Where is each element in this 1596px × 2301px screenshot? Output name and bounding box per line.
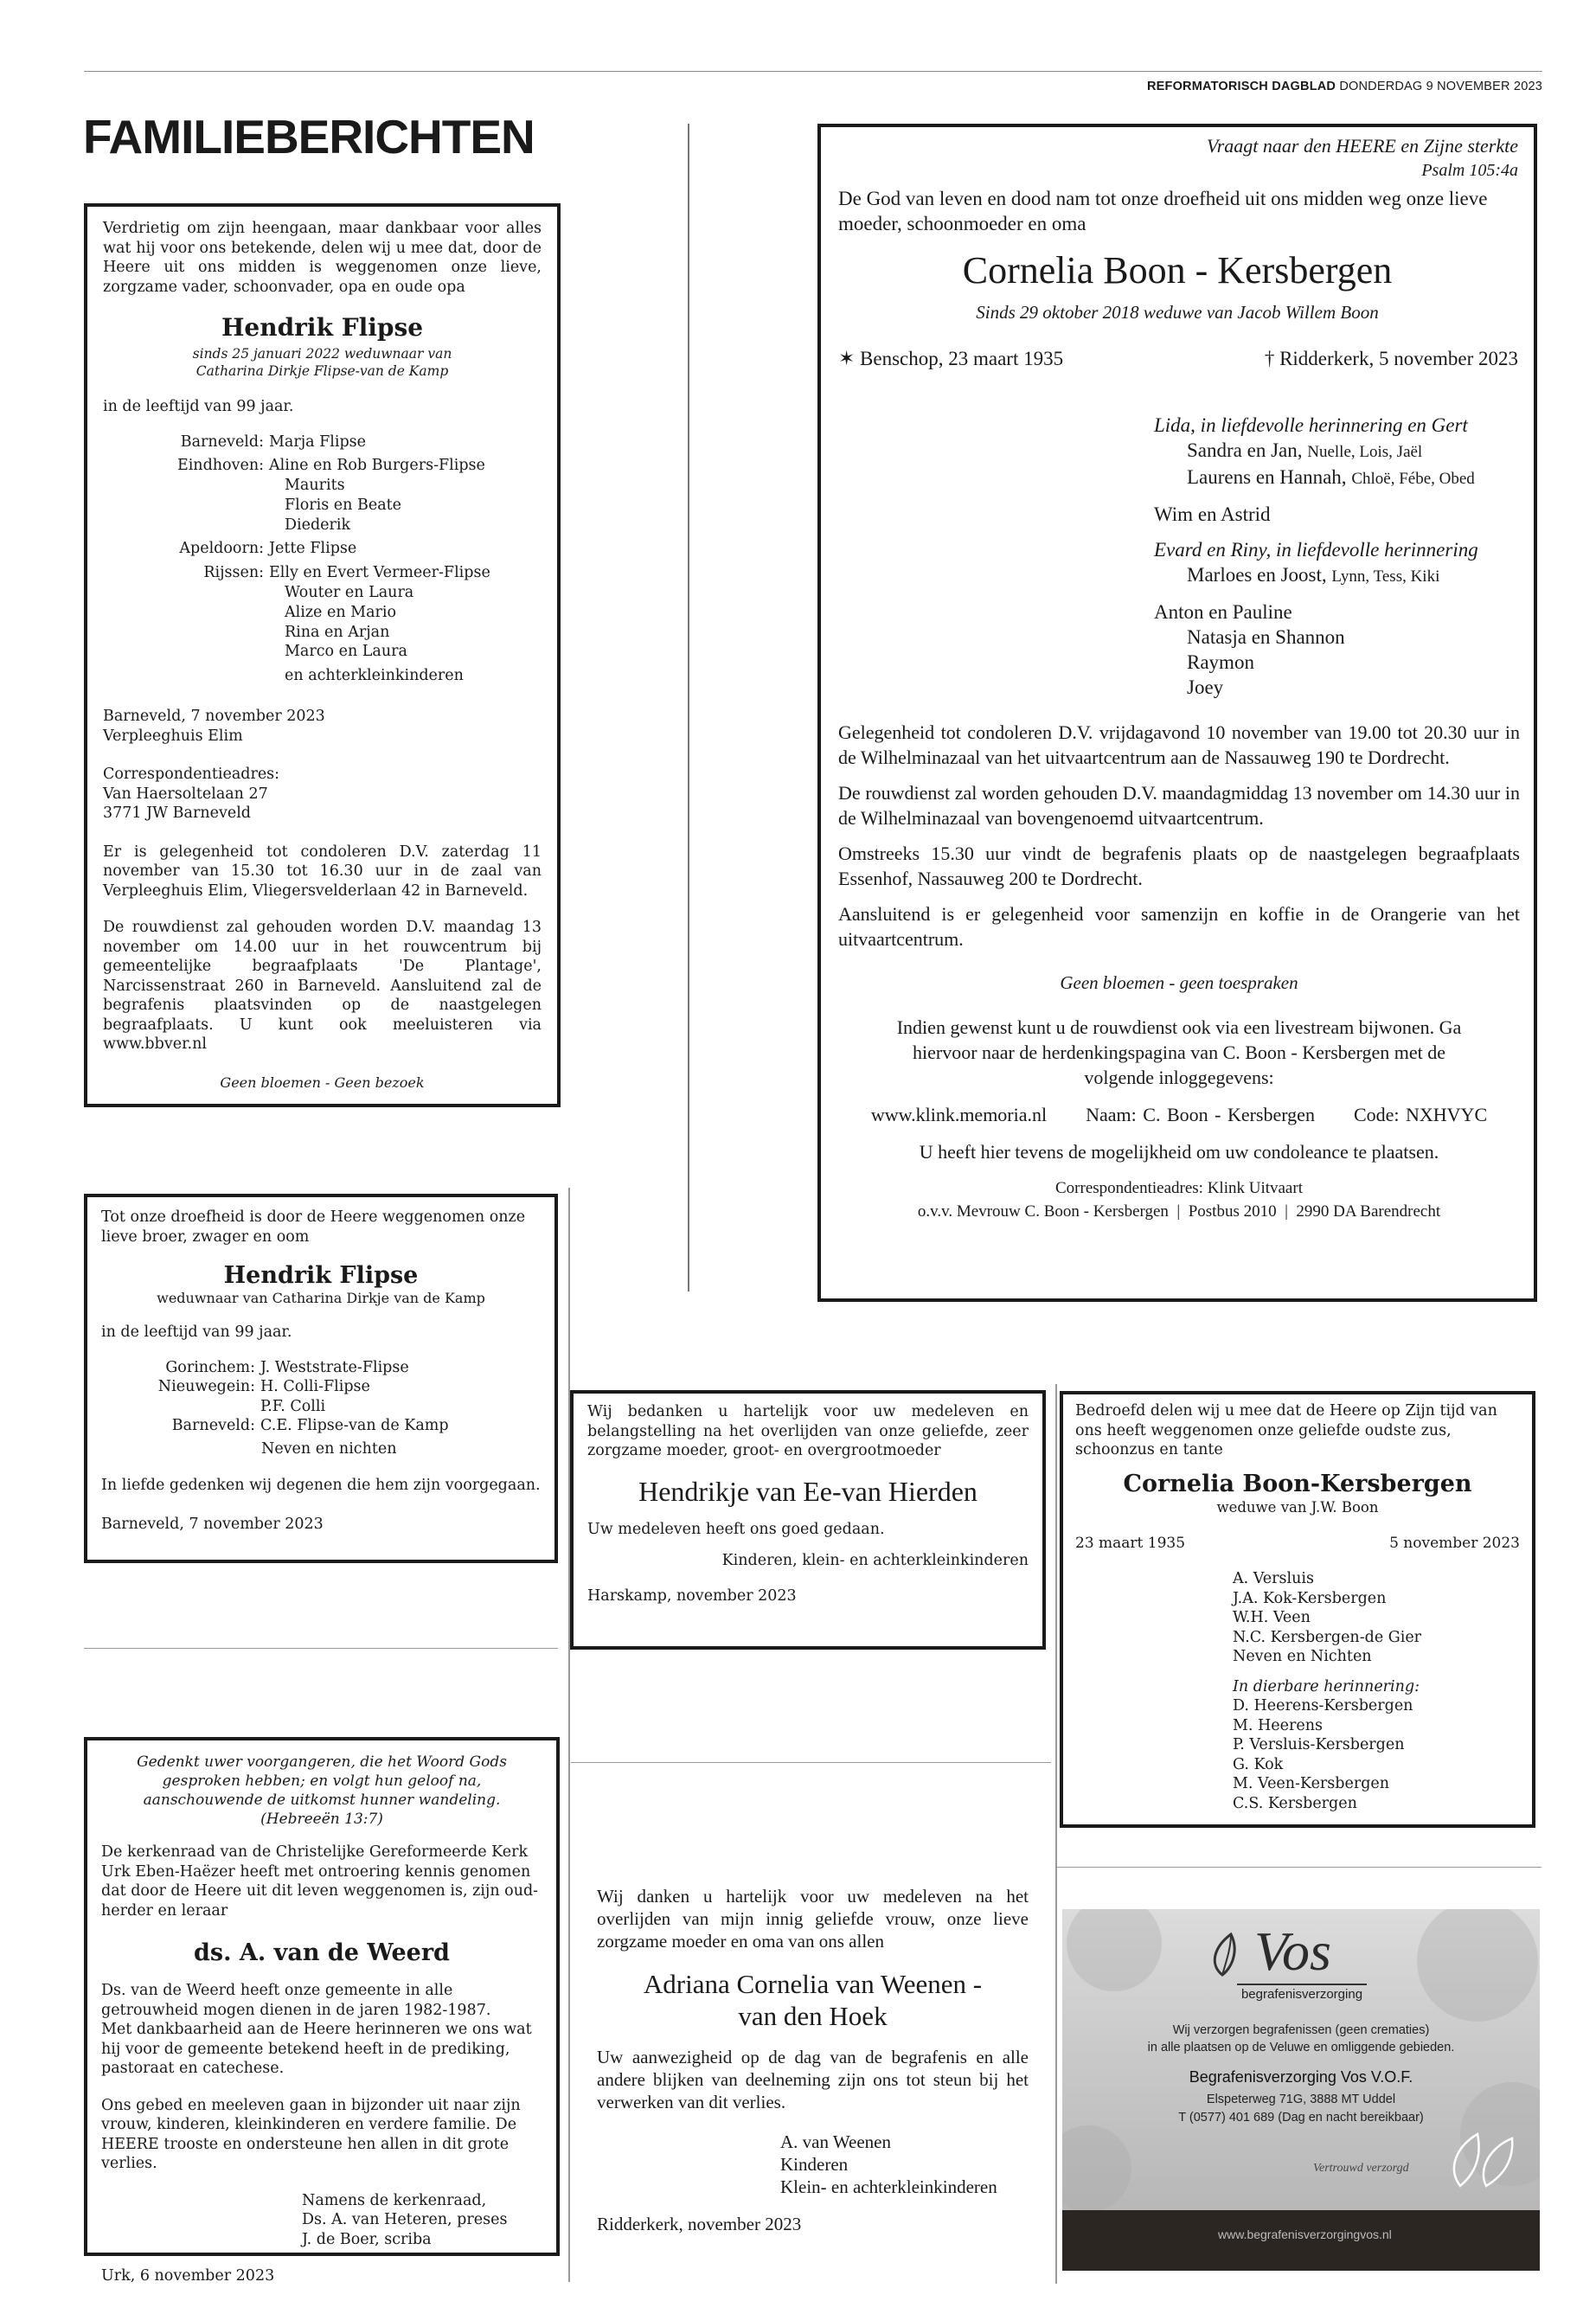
bible-verse	[1207, 134, 1518, 183]
family-list	[103, 433, 542, 687]
family-name: J. Weststrate-Flipse	[260, 1358, 409, 1376]
family-name: Sandra en Jan,	[1187, 439, 1303, 461]
widower-line: sinds 25 januari 2022 weduwnaar van	[192, 346, 452, 362]
ad-intro: Wij bedanken u hartelijk voor uw medeleven en belangstelling na het overlijden van onze geliefde, zeer zorgzame moeder, groot- en overgrootmoeder	[587, 1403, 1029, 1459]
family-name: Evard en Riny, in liefdevolle herinnering	[1154, 539, 1478, 561]
family-name: Elly en Evert Vermeer-Flipse	[269, 564, 490, 582]
paragraph: Gelegenheid tot condoleren D.V. vrijdagavond 10 november van 19.00 tot 20.30 uur in de Wilhelminazaal van het uitvaartcentrum aan de Nassauweg 190 te Dordrecht.	[838, 721, 1520, 768]
thanks-line: Uw medeleven heeft ons goed gedaan.	[587, 1520, 885, 1538]
livestream-info: Indien gewenst kunt u de rouwdienst ook via een livestream bijwonen. Ga hiervoor naar de herdenkingspagina van C. Boon - Kersbergen met de volgende inloggegevens:	[896, 1016, 1462, 1088]
family-line: Kinderen, klein- en achterkleinkinderen	[721, 1552, 1029, 1569]
family-list	[1154, 413, 1478, 700]
great-grandchildren: en achterkleinkinderen	[285, 667, 464, 685]
h-divider	[1057, 1867, 1542, 1868]
paragraph: Ds. van de Weerd heeft onze gemeente in alle getrouwheid mogen dienen in de jaren 1982-1987.	[101, 1982, 491, 2019]
widower-line: weduwnaar van Catharina Dirkje van de Kamp	[157, 1290, 485, 1306]
grandchildren: Chloë, Fébe, Obed	[1351, 470, 1475, 488]
family-name: Aline en Rob Burgers-Flipse	[269, 457, 485, 475]
family-name: C.E. Flipse-van de Kamp	[260, 1417, 449, 1434]
grandchildren: Lynn, Tess, Kiki	[1331, 567, 1440, 586]
signature-text: Vertrouwd verzorgd	[1313, 2162, 1409, 2175]
deceased-name: Cornelia Boon - Kersbergen	[962, 249, 1393, 292]
death-info: † Ridderkerk, 5 november 2023	[1264, 348, 1518, 369]
ad-van-weenen	[571, 1873, 1051, 2266]
ad-cornelia-boon-main	[817, 124, 1537, 1302]
ad-intro: De God van leven en dood nam tot onze droefheid uit ons midden weg onze lieve moeder, schoonmoeder en oma	[838, 188, 1488, 234]
widow-line: weduwe van J.W. Boon	[1216, 1498, 1379, 1516]
family-name: Neven en Nichten	[1233, 1648, 1372, 1665]
dates-row	[1075, 1535, 1520, 1552]
family-name: Joey	[1187, 676, 1224, 698]
ad-van-ee-van-hierden	[570, 1390, 1046, 1650]
place-label: Apeldoorn:	[179, 540, 264, 558]
deceased-name: Hendrik Flipse	[221, 313, 424, 342]
logo-subtitle: begrafenisverzorging	[1240, 1987, 1363, 2002]
remembrance: In liefde gedenken wij degenen die hem zijn voorgegaan.	[101, 1477, 541, 1494]
family-name: Diederik	[285, 516, 351, 534]
ad-cornelia-boon-siblings	[1060, 1391, 1535, 1828]
place-date: Harskamp, november 2023	[587, 1586, 797, 1605]
service-description	[1062, 2022, 1540, 2056]
death-date: 5 november 2023	[1389, 1535, 1520, 1552]
service-line: Wij verzorgen begrafenissen (geen crematies)	[1172, 2023, 1430, 2037]
family-list	[1075, 1569, 1520, 1813]
family-group	[1154, 413, 1478, 438]
ad-van-de-weerd	[84, 1737, 560, 2285]
place-date: Barneveld, 7 november 2023	[101, 1515, 324, 1533]
family-name: Wouter en Laura	[285, 584, 414, 602]
memory-name: M. Veen-Kersbergen	[1233, 1775, 1390, 1792]
place-label: Barneveld:	[180, 433, 264, 451]
issue-date: DONDERDAG 9 NOVEMBER 2023	[1339, 80, 1542, 93]
place-label: Nieuwegein:	[157, 1378, 255, 1395]
signature-line: Namens de kerkenraad,	[302, 2191, 487, 2209]
place-label: Eindhoven:	[176, 457, 264, 475]
family-name: Laurens en Hannah,	[1187, 466, 1347, 488]
ad-intro: Bedroefd delen wij u mee dat de Heere op Zijn tijd van ons heeft weggenomen onze geliefde oudste zus, schoonzus en tante	[1075, 1402, 1497, 1458]
family-name: Anton en Pauline	[1154, 601, 1292, 623]
memory-name: P. Versluis-Kersbergen	[1233, 1736, 1405, 1753]
memoria-link[interactable]: www.klink.memoria.nl	[870, 1104, 1048, 1125]
place-label: Rijssen:	[203, 564, 264, 582]
memory-label: In dierbare herinnering:	[1233, 1677, 1420, 1695]
arrangements	[838, 720, 1520, 1223]
family-name: Natasja en Shannon	[1187, 626, 1345, 648]
column-divider	[1055, 1384, 1057, 2284]
signature-line: Klein- en achterkleinkinderen	[780, 2176, 997, 2197]
family-name: Alize en Mario	[285, 603, 397, 621]
verse-reference: Psalm 105:4a	[1421, 161, 1518, 180]
service-info: De rouwdienst zal gehouden worden D.V. maandag 13 november om 14.00 uur in het rouwcentrum bij gemeentelijke begraafplaats 'De Plantage', Narcissenstraat 260 in Barneveld. Aansluitend zal de begrafenis plaatsvinden op de naastgelegen begraafplaats. U kunt ook meeluisteren via www.bbver.nl	[103, 919, 542, 1054]
family-sub	[1154, 438, 1478, 465]
correspondence-street: Van Haersoltelaan 27	[103, 785, 268, 803]
ad-intro: Tot onze droefheid is door de Heere weggenomen onze lieve broer, zwager en oom	[101, 1208, 526, 1246]
logo-text: Vos	[1254, 1920, 1331, 1982]
family-name: J.A. Kok-Kersbergen	[1233, 1589, 1387, 1607]
family-name: A. Versluis	[1233, 1570, 1314, 1587]
family-list	[101, 1358, 541, 1459]
family-name: W.H. Veen	[1233, 1609, 1311, 1626]
paragraph: Omstreeks 15.30 uur vindt de begrafenis plaats op de naastgelegen begraafplaats Essenhof, Nassauweg 200 te Dordrecht.	[838, 843, 1520, 889]
family-name: N.C. Kersbergen-de Gier	[1233, 1628, 1422, 1646]
memory-name: D. Heerens-Kersbergen	[1233, 1697, 1413, 1715]
paragraph: Met dankbaarheid aan de Heere herinneren we ons wat hij voor de gemeente betekend heeft in de prediking, pastoraat en catechese.	[101, 2021, 532, 2077]
family-name: Marco en Laura	[285, 643, 407, 661]
condolence-info: U heeft hier tevens de mogelijkheid om uw condoleance te plaatsen.	[919, 1141, 1439, 1163]
signature-block	[101, 2191, 542, 2250]
contact-info	[1062, 2091, 1540, 2127]
company-phone[interactable]: T (0577) 401 689 (Dag en nacht bereikbaar)	[1178, 2111, 1424, 2125]
signature-block	[597, 2131, 1029, 2198]
family-name: P.F. Colli	[260, 1397, 326, 1415]
family-name: Raymon	[1187, 651, 1254, 673]
age-line: in de leeftijd van 99 jaar.	[101, 1324, 292, 1341]
age-line: in de leeftijd van 99 jaar.	[103, 398, 294, 415]
service-line: in alle plaatsen op de Veluwe en omliggende gebieden.	[1147, 2041, 1455, 2054]
family-name: Floris en Beate	[285, 496, 402, 514]
family-name: Marja Flipse	[269, 433, 367, 451]
h-divider	[84, 1648, 558, 1649]
column-divider	[568, 1188, 570, 2282]
memory-name: C.S. Kersbergen	[1233, 1794, 1357, 1812]
company-address: Elspeterweg 71G, 3888 MT Uddel	[1206, 2093, 1396, 2106]
family-name: H. Colli-Flipse	[260, 1378, 370, 1395]
ad-intro: De kerkenraad van de Christelijke Gereformeerde Kerk Urk Eben-Haëzer heeft met ontroering kennis genomen dat door de Heere uit dit leven weggenomen is, zijn oud-herder en leraar	[101, 1843, 539, 1920]
ad-vos-funeral-services	[1062, 1909, 1540, 2271]
paragraph: De rouwdienst zal worden gehouden D.V. maandagmiddag 13 november om 14.30 uur in de Wilhelminazaal van bovengenoemd uitvaartcentrum.	[838, 782, 1520, 829]
deceased-name-line2: van den Hoek	[738, 2001, 888, 2031]
paragraph: Aansluitend is er gelegenheid voor samenzijn en koffie in de Orangerie van het uitvaartcentrum.	[838, 903, 1520, 950]
deceased-name: ds. A. van de Weerd	[194, 1939, 450, 1966]
website-link[interactable]: www.begrafenisverzorgingvos.nl	[1218, 2227, 1392, 2241]
family-sub	[1154, 465, 1478, 491]
correspondence-city: 3771 JW Barneveld	[103, 804, 251, 823]
column-divider	[688, 124, 689, 1292]
spouse-name: Catharina Dirkje Flipse-van de Kamp	[195, 363, 449, 379]
place-label: Barneveld:	[171, 1417, 255, 1434]
place-date: Ridderkerk, november 2023	[597, 2214, 802, 2234]
birth-date: 23 maart 1935	[1075, 1535, 1186, 1552]
signature-line: Ds. A. van Heteren, preses	[302, 2211, 508, 2228]
signature-line: Kinderen	[780, 2154, 849, 2175]
condolence-info: Er is gelegenheid tot condoleren D.V. zaterdag 11 november van 15.30 tot 16.30 uur in de zaal van Verpleeghuis Elim, Vliegersvelderlaan 42 in Barneveld.	[103, 843, 542, 900]
no-flowers: Geen bloemen - geen toespraken	[1060, 972, 1298, 993]
place-date: Barneveld, 7 november 2023	[103, 708, 325, 726]
nephews-nieces: Neven en nichten	[261, 1439, 397, 1458]
family-name: Lida, in liefdevolle herinnering en Gert	[1154, 414, 1468, 436]
deceased-name: Hendrik Flipse	[223, 1262, 419, 1289]
memory-name: M. Heerens	[1233, 1716, 1323, 1734]
masthead	[1147, 80, 1542, 93]
ad-footer: Geen bloemen - Geen bezoek	[220, 1074, 425, 1091]
place-label: Gorinchem:	[165, 1358, 255, 1376]
deceased-name: Cornelia Boon-Kersbergen	[1123, 1470, 1472, 1497]
paragraph: Ons gebed en meeleven gaan in bijzonder uit naar zijn vrouw, kinderen, kleinkinderen en verdere familie. De HEERE trooste en ondersteune hen allen in dit grote verlies.	[101, 2096, 521, 2172]
bible-quote: Gedenkt uwer voorgangeren, die het Woord Gods gesproken hebben; en volgt hun geloof na, aanschouwende de uitkomst hunner wandeling. (Hebreeën 13:7)	[137, 1753, 507, 1828]
h-divider	[571, 1762, 1051, 1763]
ad-intro: Verdrietig om zijn heengaan, maar dankbaar voor alles wat hij voor ons betekende, delen wij u mee dat, door de Heere uit ons midden is weggenomen onze lieve, zorgzame vader, schoonvader, opa en oude opa	[103, 220, 542, 296]
logo-underline	[1237, 1984, 1367, 1985]
login-name: Naam: C. Boon - Kersbergen	[1086, 1104, 1315, 1125]
paper-name: REFORMATORISCH DAGBLAD	[1146, 80, 1336, 93]
widow-line: Sinds 29 oktober 2018 weduwe van Jacob Willem Boon	[976, 302, 1379, 323]
leaves-decoration-icon	[1443, 2125, 1521, 2195]
location: Verpleeghuis Elim	[103, 727, 243, 745]
grandchildren: Nuelle, Lois, Jaël	[1307, 443, 1423, 461]
correspondence-address: o.v.v. Mevrouw C. Boon - Kersbergen | Postbus 2010 | 2990 DA Barendrecht	[917, 1202, 1441, 1221]
leaf-logo-icon	[1205, 1930, 1257, 1982]
correspondence-label: Correspondentieadres: Klink Uitvaart	[1055, 1179, 1303, 1197]
family-name: Marloes en Joost,	[1187, 564, 1327, 586]
login-details	[838, 1102, 1520, 1127]
memory-name: G. Kok	[1233, 1755, 1284, 1773]
birth-info: ✶ Benschop, 23 maart 1935	[838, 348, 1064, 369]
section-title: FAMILIEBERICHTEN	[83, 110, 535, 163]
ad-hendrik-flipse-family	[84, 203, 561, 1107]
signature-line: A. van Weenen	[780, 2131, 891, 2152]
correspondence-label: Correspondentieadres:	[103, 766, 280, 784]
ad-intro: Wij danken u hartelijk voor uw medeleven na het overlijden van mijn innig geliefde vrouw, onze lieve zorgzame moeder en oma van ons allen	[597, 1886, 1029, 1952]
signature-line: J. de Boer, scriba	[302, 2230, 432, 2248]
login-code: Code: NXHVYC	[1353, 1104, 1488, 1125]
place-date: Urk, 6 november 2023	[101, 2267, 275, 2285]
company-name: Begrafenisverzorging Vos V.O.F.	[1189, 2068, 1413, 2086]
ad-hendrik-flipse-siblings	[84, 1194, 558, 1563]
family-name: Wim en Astrid	[1154, 503, 1271, 525]
deceased-name: Hendrikje van Ee-van Hierden	[638, 1475, 977, 1507]
family-name: Jette Flipse	[269, 540, 357, 558]
family-name: Rina en Arjan	[285, 623, 390, 641]
thanks-body: Uw aanwezigheid op de dag van de begrafenis en alle andere blijken van deelneming zijn ons tot steun bij het verwerken van dit verlies.	[597, 2047, 1029, 2112]
family-name: Maurits	[285, 477, 345, 495]
deceased-name-line1: Adriana Cornelia van Weenen -	[643, 1969, 983, 1999]
verse-text: Vraagt naar den HEERE en Zijne sterkte	[1206, 135, 1518, 157]
top-rule	[84, 71, 1542, 72]
